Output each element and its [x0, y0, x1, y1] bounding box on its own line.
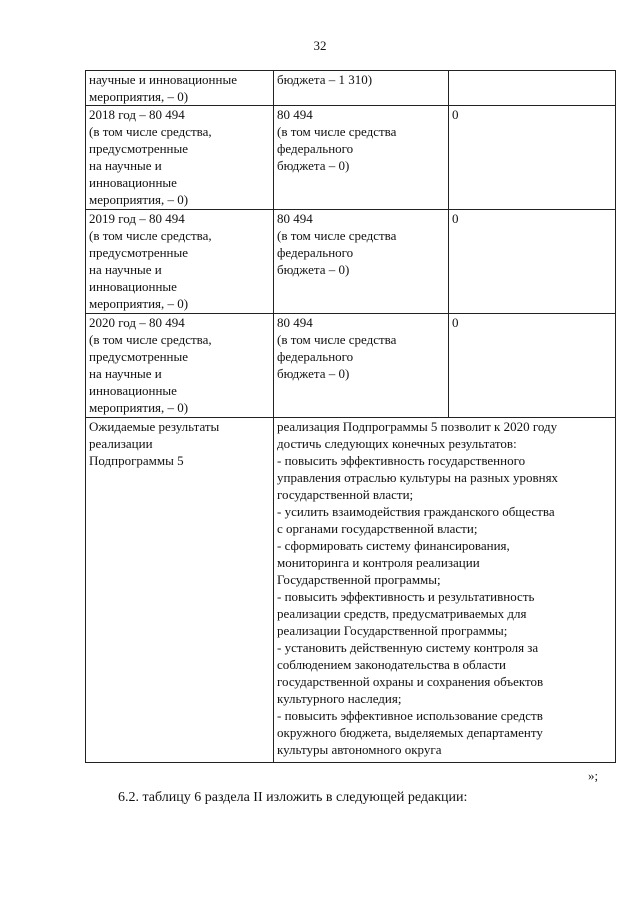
table-cell-description: научные и инновационные мероприятия, – 0) [86, 71, 274, 106]
table-cell-description: 2018 год – 80 494 (в том числе средства, предусмотренные на научные и инновационные мероприятия, – 0) [86, 106, 274, 210]
closing-quote: »; [588, 768, 599, 783]
funding-table [85, 70, 616, 763]
table-cell-other: 0 [449, 314, 616, 418]
table-cell-description: 2019 год – 80 494 (в том числе средства, предусмотренные на научные и инновационные мероприятия, – 0) [86, 210, 274, 314]
table-row-2018 [86, 106, 616, 210]
instruction-paragraph: 6.2. таблицу 6 раздела II изложить в следующей редакции: [118, 790, 468, 805]
results-text: реализация Подпрограммы 5 позволит к 2020 году достичь следующих конечных результатов: - повысить эффективность государственного управления отраслью культуры на разных уровнях государственной власти; - усилить взаимодействия гражданского общества с органами государственной власти; - сформировать систему финансирования, мониторинга и контроля реализации Государственной программы; - повысить эффективность и результативность реализации средств, предусматриваемых для реализации Государственной программы; - установить действенную систему контроля за соблюдением законодательства в области государственной охраны и сохранения объектов культурного наследия; - повысить эффективное использование средств окружного бюджета, выделяемых департаменту культуры автономного округа [274, 418, 616, 763]
table-cell-federal: бюджета – 1 310) [274, 71, 449, 106]
page-number: 32 [313, 38, 327, 53]
table-row-continued [86, 71, 616, 106]
table-row-2020 [86, 314, 616, 418]
table-cell-federal: 80 494 (в том числе средства федерального бюджета – 0) [274, 210, 449, 314]
results-label: Ожидаемые результаты реализации Подпрограммы 5 [86, 418, 274, 763]
table-cell-other: 0 [449, 210, 616, 314]
table-cell-other: 0 [449, 106, 616, 210]
table-cell-federal: 80 494 (в том числе средства федерального бюджета – 0) [274, 314, 449, 418]
table-row-expected-results [86, 418, 616, 763]
table-cell-federal: 80 494 (в том числе средства федерального бюджета – 0) [274, 106, 449, 210]
table-row-2019 [86, 210, 616, 314]
table-cell-other [449, 71, 616, 106]
table-cell-description: 2020 год – 80 494 (в том числе средства, предусмотренные на научные и инновационные мероприятия, – 0) [86, 314, 274, 418]
